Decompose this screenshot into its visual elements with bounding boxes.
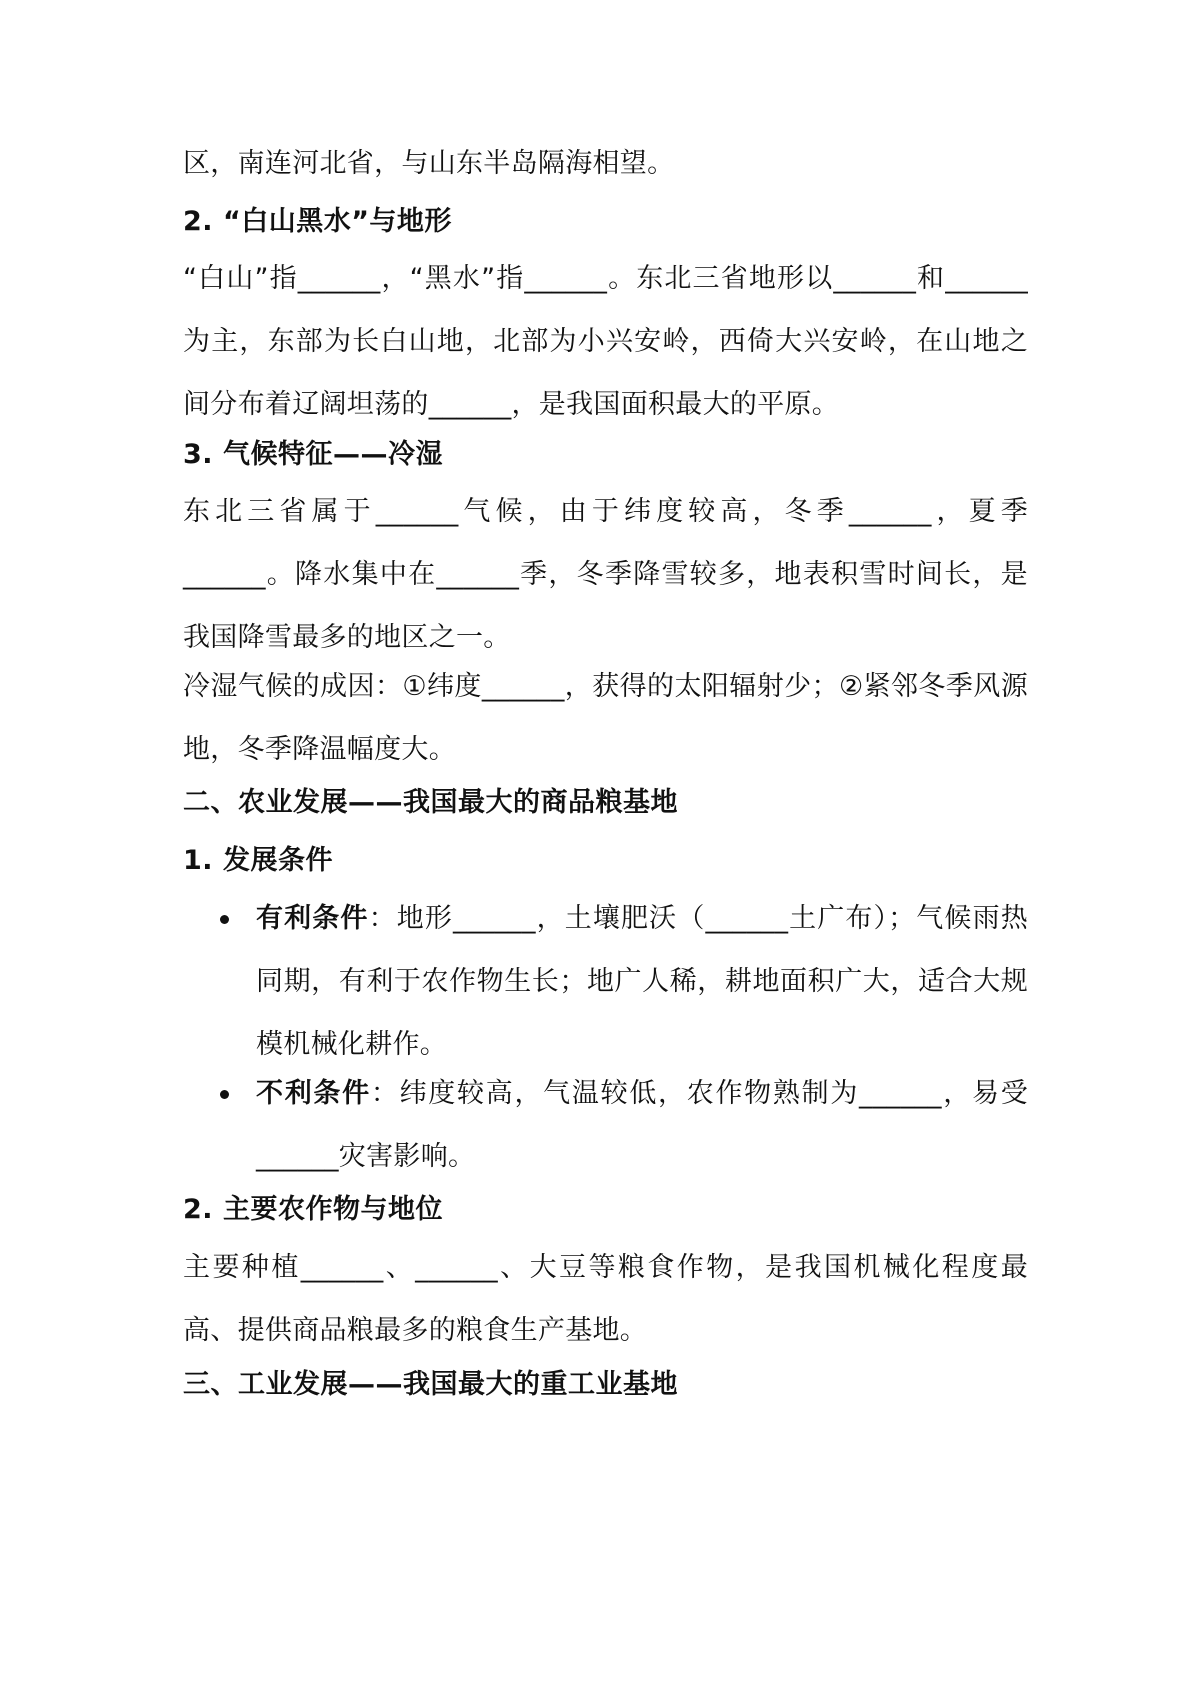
paragraph-terrain: “白山”指______，“黑水”指______。东北三省地形以______和______为主，东部为长白山地，北部为小兴安岭，西倚大兴安岭，在山地之间分布着辽阔坦荡的______，是我国面积最大的平原。: [183, 263, 1028, 420]
bullet-text: ：纬度较高，气温较低，农作物熟制为______，易受______灾害影响。: [256, 1078, 1028, 1172]
bullet-text: ：地形______，土壤肥沃（______土广布）；气候雨热同期，有利于农作物生长；地广人稀，耕地面积广大，适合大规模机械化耕作。: [256, 903, 1029, 1060]
bullet-label: 有利条件: [256, 903, 369, 934]
bullet-icon: [220, 1090, 229, 1099]
heading-baishan-heishui: 2. “白山黑水”与地形: [183, 206, 452, 237]
heading-conditions: 1. 发展条件: [183, 845, 333, 876]
section-heading-agriculture: 二、农业发展——我国最大的商品粮基地: [183, 787, 678, 818]
bullet-label: 不利条件: [256, 1078, 371, 1109]
intro-tail-line: 区，南连河北省，与山东半岛隔海相望。: [183, 148, 675, 179]
heading-crops: 2. 主要农作物与地位: [183, 1194, 443, 1225]
paragraph-climate: 东北三省属于______气候，由于纬度较高，冬季______，夏季______。降水集中在______季，冬季降雪较多，地表积雪时间长，是我国降雪最多的地区之一。: [183, 496, 1028, 653]
paragraph-climate-cause: 冷湿气候的成因：①纬度______，获得的太阳辐射少；②紧邻冬季风源地，冬季降温幅度大。: [183, 671, 1028, 765]
heading-climate: 3. 气候特征——冷湿: [183, 439, 443, 470]
section-heading-industry: 三、工业发展——我国最大的重工业基地: [183, 1369, 678, 1400]
bullet-unfavorable-conditions: [256, 1062, 1028, 1188]
bullet-favorable-conditions: [256, 887, 1028, 1076]
paragraph-crops: 主要种植______、______、大豆等粮食作物，是我国机械化程度最高、提供商品粮最多的粮食生产基地。: [183, 1252, 1028, 1346]
bullet-icon: [220, 915, 229, 924]
